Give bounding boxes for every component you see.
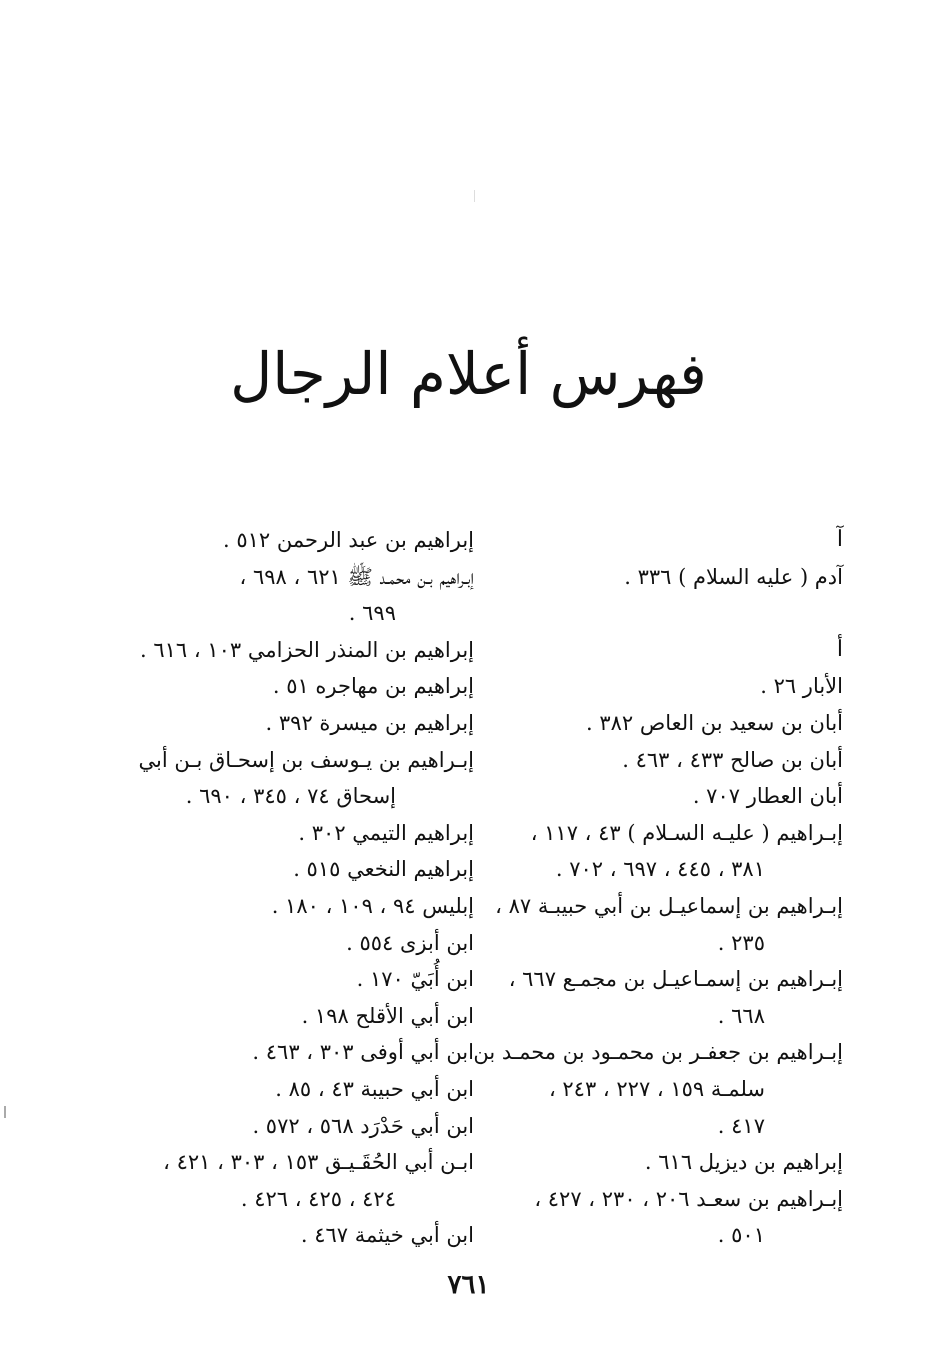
index-entry: ابن أبي حَدْرَد ٥٦٨ ، ٥٧٢ .	[252, 1113, 474, 1138]
index-entry-continuation: سلمـة ١٥٩ ، ٢٢٧ ، ٢٤٣ ،	[548, 1076, 765, 1101]
index-entry: أبان العطار ٧٠٧ .	[692, 784, 843, 809]
index-entry-continuation: ٦٩٩ .	[348, 601, 396, 626]
index-entry: ابن أُبَيّ ١٧٠ .	[356, 967, 474, 992]
index-entry: ابـن أبي الحُقَـيـق ١٥٣ ، ٣٠٣ ، ٤٢١ ،	[163, 1150, 474, 1175]
index-entry-continuation: ٦٦٨ .	[717, 1003, 765, 1028]
index-entry: إبراهيم التيمي ٣٠٢ .	[298, 820, 474, 845]
section-letter: آ	[836, 527, 843, 552]
section-letter: أ	[836, 636, 843, 662]
scan-speck	[4, 1106, 6, 1118]
index-column-right	[473, 522, 843, 1254]
index-entry: إبراهيم بن ديزيل ٦١٦ .	[644, 1150, 843, 1175]
index-entry: إبـراهيم بن إسماعيـل بن أبي حبيبـة ٨٧ ،	[495, 893, 843, 918]
page-title: فهرس أعلام الرجال	[230, 340, 707, 408]
page-number: ٧٦١	[447, 1270, 490, 1300]
index-entry: الأبار ٢٦ .	[760, 674, 843, 699]
index-entry: إبراهيم النخعي ٥١٥ .	[293, 857, 474, 882]
index-entry: أبان بن سعيد بن العاص ٣٨٢ .	[586, 710, 843, 735]
index-entry: إبـراهيم بن يـوسف بن إسحـاق بـن أبي	[138, 747, 474, 772]
index-entry: ابن أبي أوفى ٣٠٣ ، ٤٦٣ .	[252, 1040, 474, 1065]
index-entry: ابن أبي حبيبة ٤٣ ، ٨٥ .	[275, 1076, 474, 1101]
index-entry-continuation: ٣٨١ ، ٤٤٥ ، ٦٩٧ ، ٧٠٢ .	[555, 857, 765, 882]
index-entry: ابن أبي خيثمة ٤٦٧ .	[300, 1223, 474, 1248]
index-entry-continuation: ٤١٧ .	[717, 1113, 765, 1138]
index-entry: إبـراهيم بن جعفـر بن محمـود بن محمـد بن	[473, 1040, 843, 1065]
index-entry: إبـراهيم ( عليـه السـلام ) ٤٣ ، ١١٧ ،	[530, 820, 843, 845]
index-entry: آدم ( عليه السلام ) ٣٣٦ .	[624, 564, 843, 589]
index-entry: أبان بن صالح ٤٣٣ ، ٤٦٣ .	[622, 747, 843, 772]
index-column-left	[139, 522, 474, 1254]
index-entry: إبليس ٩٤ ، ١٠٩ ، ١٨٠ .	[271, 893, 474, 918]
index-entry: إبراهيم بن عبد الرحمن ٥١٢ .	[222, 528, 474, 552]
index-entry: إبراهيم بن مهاجره ٥١ .	[272, 674, 474, 699]
index-entry: إبـراهيم بـن محمـد ﷺ ٦٢١ ، ٦٩٨ ،	[239, 564, 474, 589]
index-entry-continuation: ٤٢٤ ، ٤٢٥ ، ٤٢٦ .	[240, 1186, 396, 1211]
index-entry: ابن أبي الأقلح ١٩٨ .	[301, 1003, 474, 1028]
index-entry: ابن أبزى ٥٥٤ .	[346, 930, 474, 955]
section-gap	[513, 595, 843, 632]
index-entry-continuation: ٢٣٥ .	[717, 930, 765, 955]
scan-speck	[474, 190, 475, 202]
index-entry-continuation: إسحاق ٧٤ ، ٣٤٥ ، ٦٩٠ .	[185, 784, 396, 809]
index-entry: إبراهيم بن المنذر الحزامي ١٠٣ ، ٦١٦ .	[139, 637, 474, 662]
index-entry: إبراهيم بن ميسرة ٣٩٢ .	[265, 710, 474, 735]
index-entry-continuation: ٥٠١ .	[717, 1223, 765, 1248]
index-entry: إبـراهيم بن سعـد ٢٠٦ ، ٢٣٠ ، ٤٢٧ ،	[534, 1186, 843, 1211]
index-entry: إبـراهيم بن إسمـاعيـل بن مجمـع ٦٦٧ ،	[508, 967, 843, 992]
